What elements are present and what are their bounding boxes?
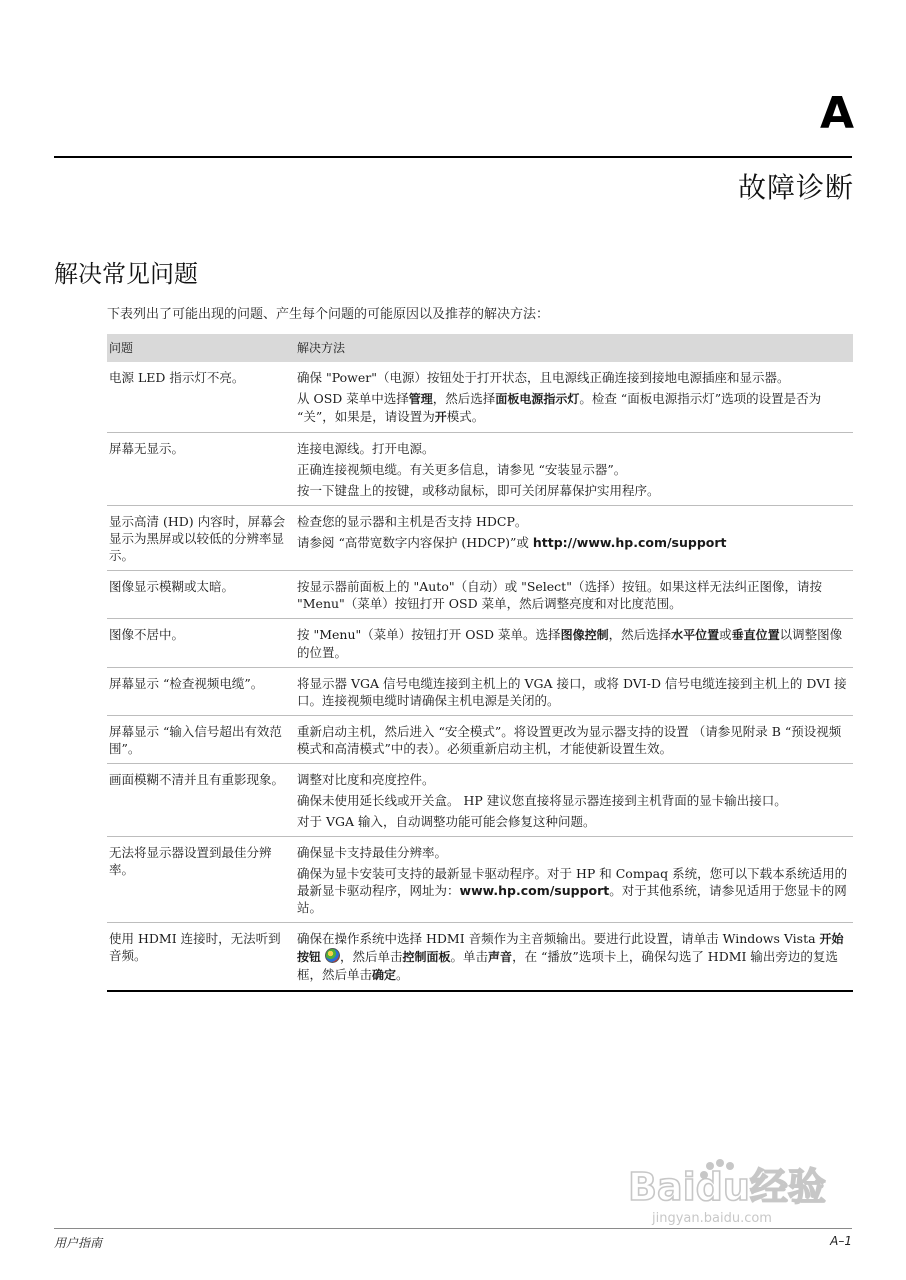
- table-row: [107, 362, 853, 433]
- table-row: [107, 716, 853, 764]
- solution-cell: [295, 716, 853, 764]
- solution-cell: [295, 571, 853, 619]
- chapter-rule: [54, 156, 852, 158]
- menu-term: 声音: [488, 950, 513, 964]
- menu-term: 开始按钮: [297, 932, 844, 964]
- solution-cell: [295, 362, 853, 433]
- menu-term: 管理: [408, 392, 433, 406]
- watermark-brand: Baidu经验: [628, 1165, 826, 1209]
- problem-cell: 无法将显示器设置到最佳分辨率。: [107, 837, 295, 923]
- chapter-letter: A: [819, 88, 854, 139]
- problem-cell: 屏幕无显示。: [107, 433, 295, 506]
- solution-text: 重新启动主机，然后进入 “安全模式”。将设置更改为显示器支持的设置 （请参见附录 B “预设视频模式和高清模式”中的表）。必须重新启动主机，才能使新设置生效。: [297, 724, 842, 756]
- troubleshooting-table: [107, 334, 853, 992]
- solution-text: 确保 "Power"（电源）按钮处于打开状态，且电源线正确连接到接地电源插座和显示器。: [297, 370, 790, 385]
- solution-cell: [295, 619, 853, 668]
- table-row: [107, 506, 853, 571]
- solution-cell: [295, 433, 853, 506]
- header-problem: 问题: [107, 334, 295, 362]
- solution-cell: [295, 923, 853, 992]
- menu-term: 图像控制: [560, 628, 609, 642]
- page-number: A–1: [830, 1234, 852, 1248]
- problem-cell: 电源 LED 指示灯不亮。: [107, 362, 295, 433]
- menu-term: 水平位置: [671, 628, 720, 642]
- table-row: [107, 923, 853, 992]
- solution-text: 确保未使用延长线或开关盒。 HP 建议您直接将显示器连接到主机背面的显卡输出接口。: [297, 793, 787, 808]
- menu-term: 确定: [372, 968, 397, 982]
- solution-text: 确保在操作系统中选择 HDMI 音频作为主音频输出。要进行此设置，请单击 Windows Vista 开始按钮 ，然后单击控制面板。单击声音，在 “播放”选项卡上，确保勾选了 HDMI 输出旁边的复选框，然后单击确定。: [297, 931, 844, 982]
- footer-doc-title: 用户指南: [54, 1236, 103, 1250]
- solution-text: 检查您的显示器和主机是否支持 HDCP。: [297, 514, 528, 529]
- windows-start-icon: [325, 948, 340, 963]
- solution-text: 按 "Menu"（菜单）按钮打开 OSD 菜单。选择图像控制，然后选择水平位置或垂直位置以调整图像的位置。: [297, 627, 843, 660]
- solution-text: 调整对比度和亮度控件。: [297, 772, 435, 787]
- solution-text: 请参阅 “高带宽数字内容保护 (HDCP)”或 http://www.hp.com/support: [297, 535, 727, 550]
- table-row: [107, 668, 853, 716]
- solution-text: 按一下键盘上的按键，或移动鼠标，即可关闭屏幕保护实用程序。: [297, 483, 660, 498]
- menu-term: 面板电源指示灯: [495, 392, 580, 406]
- support-link[interactable]: http://www.hp.com/support: [532, 535, 727, 550]
- problem-cell: 使用 HDMI 连接时，无法听到音频。: [107, 923, 295, 992]
- solution-text: 按显示器前面板上的 "Auto"（自动）或 "Select"（选择）按钮。如果这样无法纠正图像，请按 "Menu"（菜单）按钮打开 OSD 菜单，然后调整亮度和对比度范围。: [297, 579, 822, 611]
- baidu-watermark: [628, 1158, 848, 1228]
- watermark-url: jingyan.baidu.com: [652, 1211, 772, 1226]
- menu-term: 垂直位置: [731, 628, 780, 642]
- solution-cell: [295, 837, 853, 923]
- solution-cell: [295, 764, 853, 837]
- solution-text: 连接电源线。打开电源。: [297, 441, 435, 456]
- support-link[interactable]: www.hp.com/support: [459, 883, 610, 898]
- menu-term: 控制面板: [402, 950, 451, 964]
- table-row: [107, 764, 853, 837]
- solution-text: 从 OSD 菜单中选择管理，然后选择面板电源指示灯。检查 “面板电源指示灯”选项的设置是否为 “关”，如果是，请设置为开模式。: [297, 391, 822, 424]
- problem-cell: 图像不居中。: [107, 619, 295, 668]
- chapter-title: 故障诊断: [737, 171, 854, 204]
- solution-cell: [295, 506, 853, 571]
- problem-cell: 图像显示模糊或太暗。: [107, 571, 295, 619]
- solution-text: 对于 VGA 输入，自动调整功能可能会修复这种问题。: [297, 814, 596, 829]
- solution-text: 将显示器 VGA 信号电缆连接到主机上的 VGA 接口，或将 DVI-D 信号电缆连接到主机上的 DVI 接口。连接视频电缆时请确保主机电源是关闭的。: [297, 676, 847, 708]
- solution-text: 正确连接视频电缆。有关更多信息，请参见 “安装显示器”。: [297, 462, 627, 477]
- table-row: [107, 433, 853, 506]
- problem-cell: 画面模糊不清并且有重影现象。: [107, 764, 295, 837]
- table-row: [107, 837, 853, 923]
- table-row: [107, 619, 853, 668]
- solution-text: 确保显卡支持最佳分辨率。: [297, 845, 448, 860]
- menu-term: 开: [434, 410, 447, 424]
- section-title: 解决常见问题: [54, 260, 198, 288]
- solution-text: 确保为显卡安装可支持的最新显卡驱动程序。对于 HP 和 Compaq 系统，您可以下载本系统适用的最新显卡驱动程序，网址为：www.hp.com/support。对于其他系统，请参见适用于您显卡的网站。: [297, 866, 848, 915]
- table-row: [107, 571, 853, 619]
- intro-text: 下表列出了可能出现的问题、产生每个问题的可能原因以及推荐的解决方法：: [107, 307, 550, 322]
- table-header-row: [107, 334, 853, 362]
- footer-rule: [54, 1228, 852, 1229]
- header-solution: 解决方法: [295, 334, 853, 362]
- problem-cell: 屏幕显示 “检查视频电缆”。: [107, 668, 295, 716]
- problem-cell: 显示高清 (HD) 内容时，屏幕会显示为黑屏或以较低的分辨率显示。: [107, 506, 295, 571]
- problem-cell: 屏幕显示 “输入信号超出有效范围”。: [107, 716, 295, 764]
- solution-cell: [295, 668, 853, 716]
